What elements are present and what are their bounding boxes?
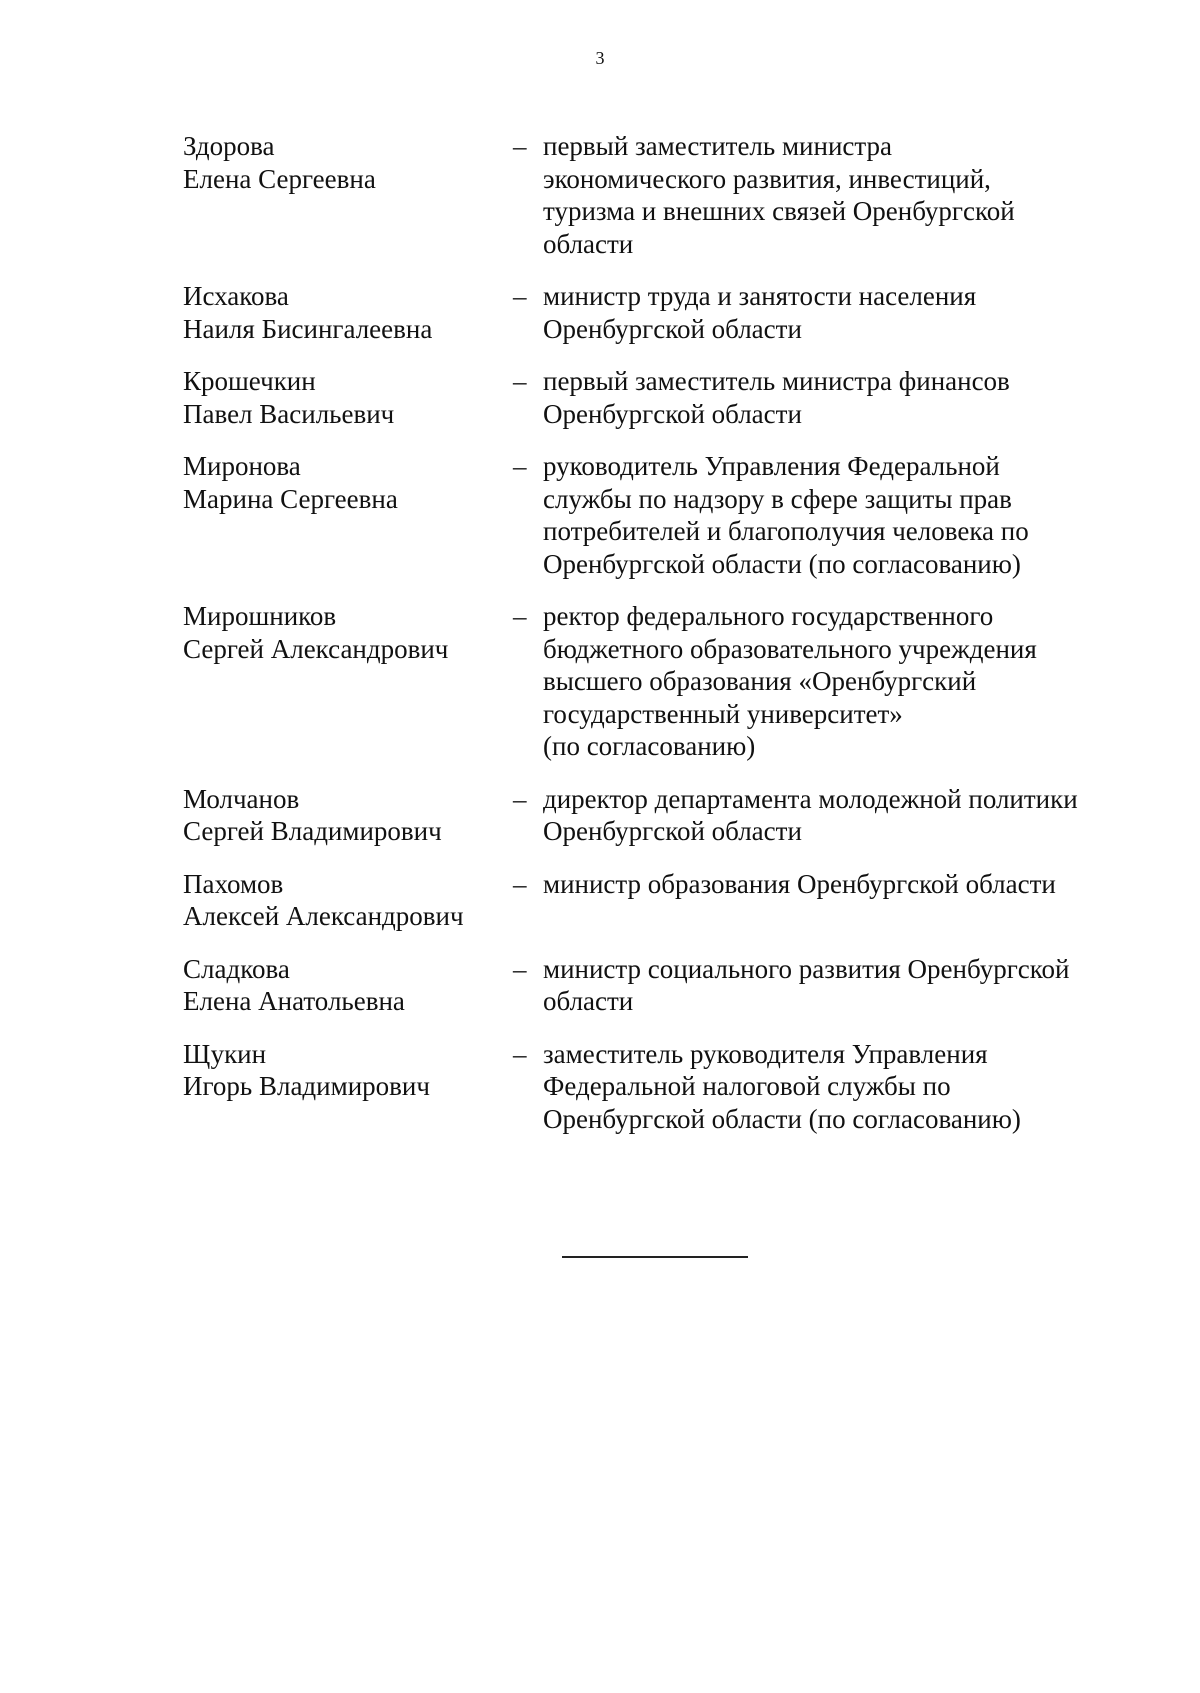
dash-separator: – bbox=[513, 1038, 527, 1069]
member-position bbox=[543, 868, 1123, 901]
member-entry bbox=[183, 450, 1143, 580]
member-position-line: руководитель Управления Федеральной bbox=[543, 451, 1000, 481]
member-entry bbox=[183, 365, 1143, 430]
member-surname: Пахомов bbox=[183, 868, 284, 899]
member-surname: Здорова bbox=[183, 131, 275, 161]
member-given-names: Елена Сергеевна bbox=[183, 163, 376, 194]
member-position-line: директор департамента молодежной политики bbox=[543, 783, 1078, 814]
member-name bbox=[183, 953, 513, 1018]
member-position-line: государственный университет» bbox=[543, 698, 903, 729]
dash-separator: – bbox=[513, 868, 527, 899]
member-given-names: Сергей Владимирович bbox=[183, 816, 442, 846]
end-of-list-rule bbox=[562, 1256, 748, 1258]
member-name bbox=[183, 365, 513, 430]
member-name bbox=[183, 783, 513, 848]
dash-separator: – bbox=[513, 783, 527, 814]
member-entry bbox=[183, 130, 1143, 260]
dash-separator: – bbox=[513, 953, 527, 984]
dash-separator: – bbox=[513, 451, 527, 481]
member-position bbox=[543, 600, 1123, 763]
dash-separator: – bbox=[513, 601, 527, 631]
member-position bbox=[543, 130, 1123, 260]
member-position-line: Оренбургской области bbox=[543, 313, 802, 344]
member-surname: Сладкова bbox=[183, 953, 290, 984]
member-position-line: туризма и внешних связей Оренбургской bbox=[543, 196, 1015, 226]
member-position-line: потребителей и благополучия человека по bbox=[543, 516, 1029, 546]
member-given-names: Сергей Александрович bbox=[183, 633, 449, 664]
member-given-names: Павел Васильевич bbox=[183, 398, 395, 429]
member-position bbox=[543, 783, 1123, 848]
member-entry bbox=[183, 868, 1143, 933]
member-position bbox=[543, 365, 1123, 430]
dash-separator: – bbox=[513, 366, 527, 396]
member-position bbox=[543, 953, 1123, 1018]
member-name bbox=[183, 600, 513, 665]
member-position-line: министр социального развития Оренбургской bbox=[543, 953, 1070, 984]
member-position-line: экономического развития, инвестиций, bbox=[543, 163, 991, 194]
member-name bbox=[183, 450, 513, 515]
member-given-names: Игорь Владимирович bbox=[183, 1071, 430, 1101]
member-position-line: первый заместитель министра финансов bbox=[543, 366, 1010, 396]
member-given-names: Алексей Александрович bbox=[183, 901, 464, 931]
member-position bbox=[543, 1038, 1123, 1136]
member-position-line: ректор федерального государственного bbox=[543, 601, 994, 631]
page-number: 3 bbox=[595, 48, 605, 68]
member-name bbox=[183, 868, 513, 933]
member-position-line: Оренбургской области (по согласованию) bbox=[543, 548, 1021, 579]
member-entry bbox=[183, 783, 1143, 848]
member-name bbox=[183, 280, 513, 345]
member-position-line: службы по надзору в сфере защиты прав bbox=[543, 483, 1012, 514]
member-position-line: Оренбургской области bbox=[543, 398, 802, 429]
member-surname: Щукин bbox=[183, 1038, 267, 1069]
member-position-line: Федеральной налоговой службы по bbox=[543, 1071, 951, 1101]
member-surname: Исхакова bbox=[183, 281, 289, 311]
member-position-line: области bbox=[543, 228, 634, 259]
member-position-line: министр образования Оренбургской области bbox=[543, 868, 1056, 899]
member-entry bbox=[183, 1038, 1143, 1136]
member-given-names: Марина Сергеевна bbox=[183, 483, 398, 514]
member-position bbox=[543, 450, 1123, 580]
member-surname: Миронова bbox=[183, 451, 301, 481]
member-surname: Мирошников bbox=[183, 601, 337, 631]
member-position-line: заместитель руководителя Управления bbox=[543, 1038, 988, 1069]
member-position bbox=[543, 280, 1123, 345]
dash-separator: – bbox=[513, 131, 527, 161]
member-given-names: Наиля Бисингалеевна bbox=[183, 313, 433, 344]
member-entry bbox=[183, 280, 1143, 345]
member-name bbox=[183, 130, 513, 195]
member-position-line: бюджетного образовательного учреждения bbox=[543, 633, 1037, 664]
member-surname: Крошечкин bbox=[183, 366, 316, 396]
member-given-names: Елена Анатольевна bbox=[183, 986, 405, 1016]
member-position-line: первый заместитель министра bbox=[543, 131, 892, 161]
member-position-line: Оренбургской области bbox=[543, 816, 802, 846]
member-surname: Молчанов bbox=[183, 783, 300, 814]
dash-separator: – bbox=[513, 281, 527, 311]
member-position-line: (по согласованию) bbox=[543, 731, 756, 761]
member-name bbox=[183, 1038, 513, 1103]
member-position-line: области bbox=[543, 986, 634, 1016]
member-position-line: высшего образования «Оренбургский bbox=[543, 666, 977, 696]
member-position-line: Оренбургской области (по согласованию) bbox=[543, 1103, 1021, 1134]
member-entry bbox=[183, 953, 1143, 1018]
member-position-line: министр труда и занятости населения bbox=[543, 281, 977, 311]
member-entry bbox=[183, 600, 1143, 763]
member-list bbox=[183, 130, 1143, 1155]
